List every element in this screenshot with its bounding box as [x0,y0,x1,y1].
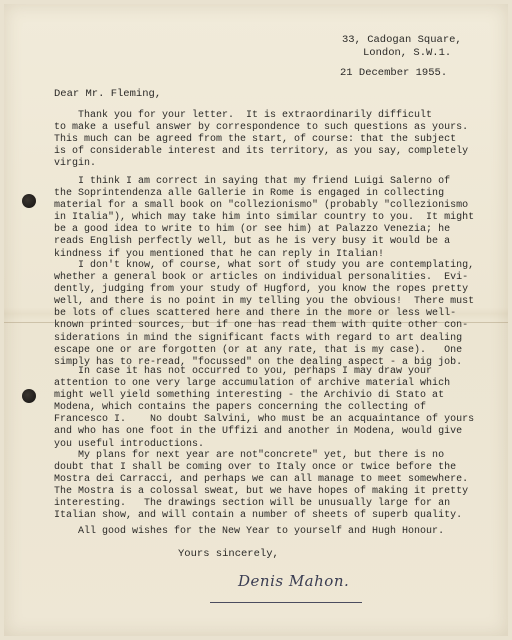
text-line: whether a general book or articles on individual personalities. Evi- [54,272,469,284]
paragraph-6 [54,526,444,538]
signature-underline [210,602,362,603]
salutation: Dear Mr. Fleming, [54,88,162,100]
text-line: This much can be agreed from the start, of course: that the subject [54,134,457,146]
text-line: well, and there is no point in my telling you the obvious! There must [54,296,475,308]
text-line: Mostra dei Carracci, and perhaps we can all manage to meet somewhere. [54,474,469,486]
text-line: The Mostra is a colossal sweat, but we have hopes of making it pretty [54,486,469,498]
text-line: might well yield something interesting - the Archivio di Stato at [54,390,445,402]
closing: Yours sincerely, [178,548,279,560]
text-line: attention to one very large accumulation of archive material which [54,378,451,390]
text-line: be lots of clues scattered here and there in the more or less well- [54,308,457,320]
text-line: and who has one foot in the Uffizi and another in Modena, would give [54,426,463,438]
text-line: I think I am correct in saying that my friend Luigi Salerno of [54,176,451,187]
text-line: dently, judging from your study of Hugford, you know the ropes pretty [54,284,469,296]
text-line: My plans for next year are not"concrete" yet, but there is no [54,450,445,461]
paragraph-3 [54,260,474,369]
text-line: Italian show, and will contain a number of sheets of superb quality. [54,510,463,522]
text-line: kindness if you mentioned that he can reply in Italian! [54,248,385,260]
punch-hole-bottom [22,389,36,403]
text-line: known printed sources, but if one has read them with quite other con- [54,320,469,332]
text-line: escape one or are forgotten (or at any rate, that is my case). One [54,344,463,356]
sender-address [342,34,462,60]
text-line: in Italia"), which may take him into similar country to you. It might [54,212,475,224]
text-line: material for a small book on "collezionismo" (probably "collezionismo [54,200,469,212]
paragraph-5 [54,450,468,523]
text-line: All good wishes for the New Year to yourself and Hugh Honour. [54,526,445,537]
handwritten-signature: Denis Mahon. [238,572,350,590]
text-line: is of considerable interest and its territory, as you say, completely [54,146,469,158]
text-line: reads English perfectly well, but as he is very busy it would be a [54,236,451,248]
text-line: be a good idea to write to him (or see him) at Palazzo Venezia; he [54,224,451,236]
letter-date: 21 December 1955. [340,67,448,79]
text-line: Modena, which contains the papers concerning the collecting of [54,402,427,414]
paragraph-2 [54,176,474,261]
paragraph-1 [54,110,468,170]
text-line: In case it has not occurred to you, perhaps I may draw your [54,366,433,377]
address-line: 33, Cadogan Square, [342,34,462,46]
text-line: virgin. [54,158,97,170]
text-line: siderations in mind the significant facts with regard to art dealing [54,332,463,344]
text-line: you useful introductions. [54,438,205,450]
address-line: London, S.W.1. [363,47,452,59]
text-line: the Soprintendenza alle Gallerie in Rome is engaged in collecting [54,188,445,200]
text-line: Francesco I. No doubt Salvini, who must be an acquaintance of yours [54,414,475,426]
text-line: to make a useful answer by correspondence to such questions as yours. [54,122,469,134]
text-line: Thank you for your letter. It is extraordinarily difficult [54,110,433,121]
paragraph-4 [54,366,474,451]
text-line: interesting. The drawings section will be unusually large for an [54,498,451,510]
text-line: doubt that I shall be coming over to Italy once or twice before the [54,462,457,474]
punch-hole-top [22,194,36,208]
text-line: simply has to re-read, "focussed" on the dealing aspect - a big job. [54,356,463,368]
text-line: I don't know, of course, what sort of study you are contemplating, [54,260,475,271]
